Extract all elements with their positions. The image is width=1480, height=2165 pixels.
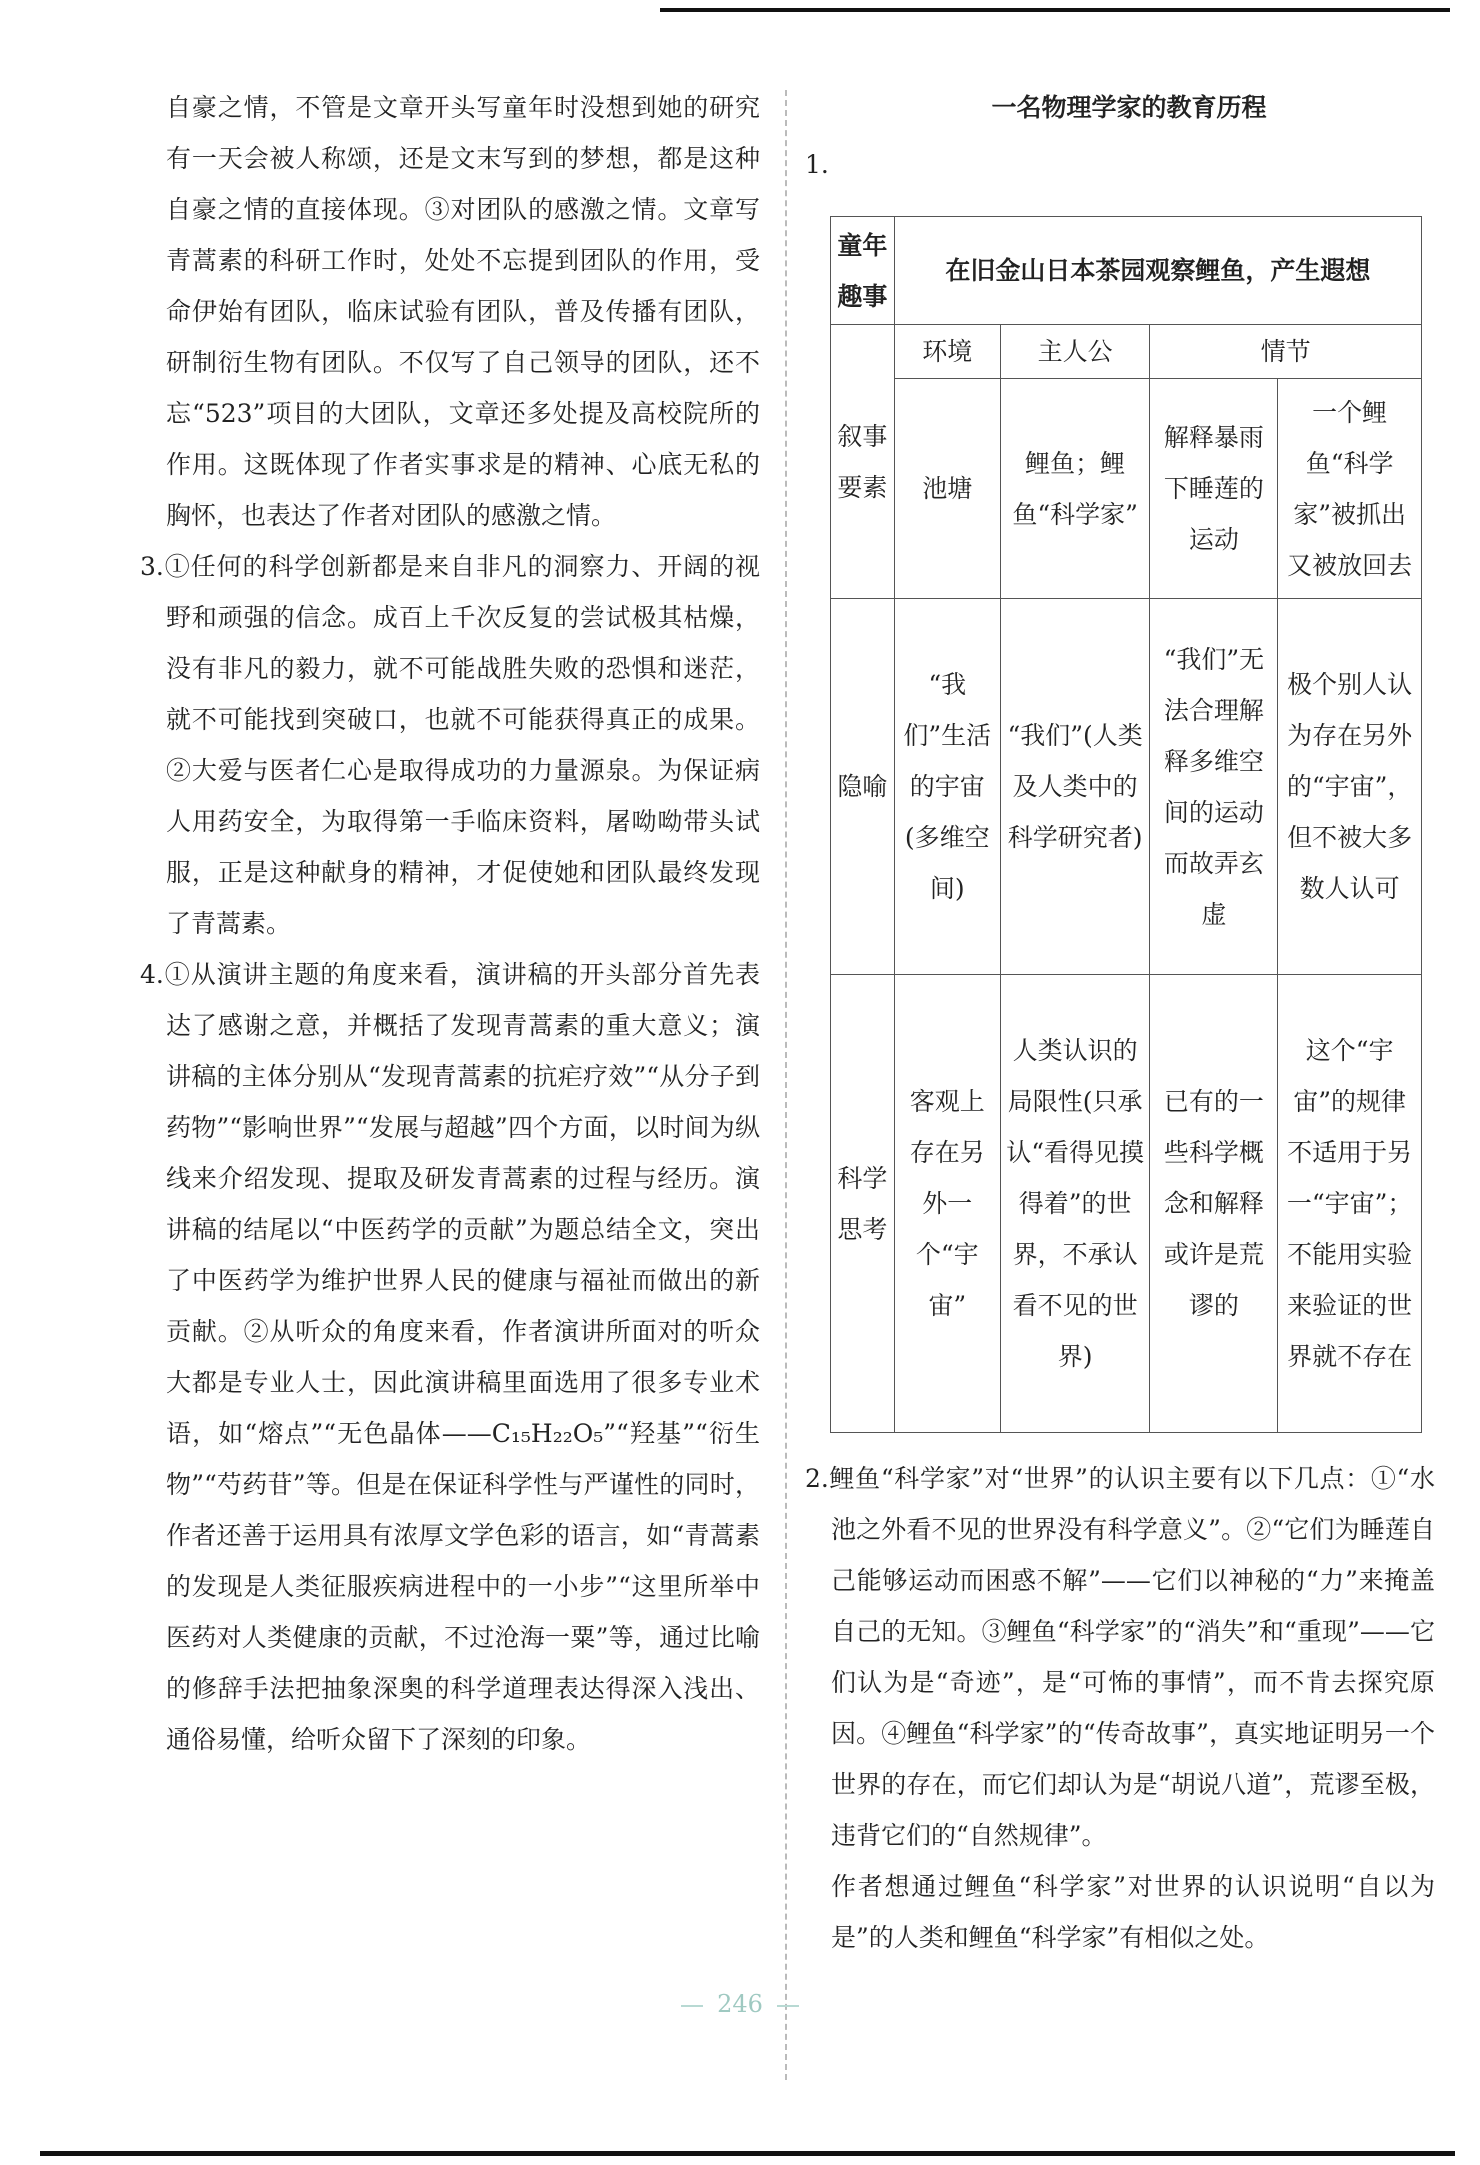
answer-3: 3.①任何的科学创新都是来自非凡的洞察力、开阔的视野和顽强的信念。成百上千次反复的尝试极其枯燥，没有非凡的毅力，就不可能战胜失败的恐惧和迷茫，就不可能找到突破口，也就不可能获得真正的成果。②大爱与医者仁心是取得成功的力量源泉。为保证病人用药安全，为取得第一手临床资料，屠呦呦带头试服，正是这种献身的精神，才促使她和团队最终发现了青蒿素。	[140, 552, 760, 938]
answer-4	[140, 949, 760, 1765]
answer-4-part-a: 4.①从演讲主题的角度来看，演讲稿的开头部分首先表达了感谢之意，并概括了发现青蒿素的重大意义；演讲稿的主体分别从“发现青蒿素的抗疟疗效”“从分子到药物”“影响世界”“发展与超越”四个方面，以时间为纵线来介绍发现、提取及研发青蒿素的过程与经历。演讲稿的结尾以“中医药学的贡献”为题总结全文，突出了中医药学为维护世界人民的健康与福祉而做出的新贡献。②从听众的角度来看，作者演讲所面对的听众大都是专业人士，因此演讲稿里面选用了很多专业术语，如“熔点”“无色晶体——	[140, 960, 760, 1448]
bottom-rule	[40, 2151, 1455, 2156]
answer-4-part-b: ”“羟基”“衍生物”“芍药苷”等。但是在保证科学性与严谨性的同时，作者还善于运用具有浓厚文学色彩的语言，如“青蒿素的发现是人类征服疾病进程中的一小步”“这里所举中医药对人类健康的贡献，不过沧海一粟”等，通过比喻的修辞手法把抽象深奥的科学道理表达得深入浅出、通俗易懂，给听众留下了深刻的印象。	[166, 1419, 761, 1754]
science-protagonist: 人类认识的局限性(只承认“看得见摸得着”的世界，不承认看不见的世界)	[1000, 975, 1150, 1433]
science-plot-1: 已有的一些科学概念和解释或许是荒谬的	[1150, 975, 1278, 1433]
col-header-plot: 情节	[1150, 325, 1422, 379]
answer-2-conclusion: 作者想通过鲤鱼“科学家”对世界的认识说明“自以为是”的人类和鲤鱼“科学家”有相似之处。	[831, 1872, 1435, 1952]
metaphor-environment: “我们”生活的宇宙(多维空间)	[894, 599, 1000, 975]
narrative-plot-1: 解释暴雨下睡莲的运动	[1150, 379, 1278, 599]
table-row-metaphor	[831, 599, 1422, 975]
question-1-number: 1.	[805, 150, 829, 179]
metaphor-plot-2: 极个别人认为存在另外的“宇宙”，但不被大多数人认可	[1278, 599, 1422, 975]
chemical-formula: C₁₅H₂₂O₅	[491, 1419, 604, 1448]
section-title: 一名物理学家的教育历程	[991, 93, 1267, 122]
column-divider	[785, 90, 787, 2080]
childhood-label: 童年趣事	[831, 217, 895, 325]
page-number	[0, 1990, 1480, 2018]
childhood-text: 在旧金山日本茶园观察鲤鱼，产生遐想	[894, 217, 1421, 325]
table-row-science	[831, 975, 1422, 1433]
top-rule	[660, 8, 1450, 12]
page-number-dash-right	[777, 2005, 799, 2007]
science-plot-2: 这个“宇宙”的规律不适用于另一“宇宙”；不能用实验来验证的世界就不存在	[1278, 975, 1422, 1433]
narrative-protagonist: 鲤鱼；鲤鱼“科学家”	[1000, 379, 1150, 599]
question-2-block	[805, 1453, 1435, 1963]
left-column	[140, 82, 760, 1765]
science-label: 科学思考	[831, 975, 895, 1433]
answer-2: 2.鲤鱼“科学家”对“世界”的认识主要有以下几点：①“水池之外看不见的世界没有科学意义”。②“它们为睡莲自己能够运动而困惑不解”——它们以神秘的“力”来掩盖自己的无知。③鲤鱼“科学家”的“消失”和“重现”——它们认为是“奇迹”，是“可怖的事情”，而不肯去探究原因。④鲤鱼“科学家”的“传奇故事”，真实地证明另一个世界的存在，而它们却认为是“胡说八道”，荒谬至极，违背它们的“自然规律”。	[805, 1464, 1435, 1850]
metaphor-label: 隐喻	[831, 599, 895, 975]
page-number-text: 246	[717, 1990, 763, 2018]
intro-paragraph: 自豪之情，不管是文章开头写童年时没想到她的研究有一天会被人称颂，还是文末写到的梦想，都是这种自豪之情的直接体现。③对团队的感激之情。文章写青蒿素的科研工作时，处处不忘提到团队的作用，受命伊始有团队，临床试验有团队，普及传播有团队，研制衍生物有团队。不仅写了自己领导的团队，还不忘“523”项目的大团队，文章还多处提及高校院所的作用。这既体现了作者实事求是的精神、心底无私的胸怀，也表达了作者对团队的感激之情。	[166, 93, 760, 530]
col-header-environment: 环境	[894, 325, 1000, 379]
metaphor-protagonist: “我们”(人类及人类中的科学研究者)	[1000, 599, 1150, 975]
narrative-table	[830, 216, 1422, 1433]
science-environment: 客观上存在另外一个“宇宙”	[894, 975, 1000, 1433]
table-row-narrative	[831, 379, 1422, 599]
narrative-elements-label: 叙事要素	[831, 325, 895, 599]
page-number-dash-left	[681, 2005, 703, 2007]
col-header-protagonist: 主人公	[1000, 325, 1150, 379]
narrative-plot-2: 一个鲤鱼“科学家”被抓出又被放回去	[1278, 379, 1422, 599]
right-column	[805, 82, 1435, 1963]
table-row-header	[831, 325, 1422, 379]
table-row-childhood	[831, 217, 1422, 325]
metaphor-plot-1: “我们”无法合理解释多维空间的运动而故弄玄虚	[1150, 599, 1278, 975]
narrative-environment: 池塘	[894, 379, 1000, 599]
